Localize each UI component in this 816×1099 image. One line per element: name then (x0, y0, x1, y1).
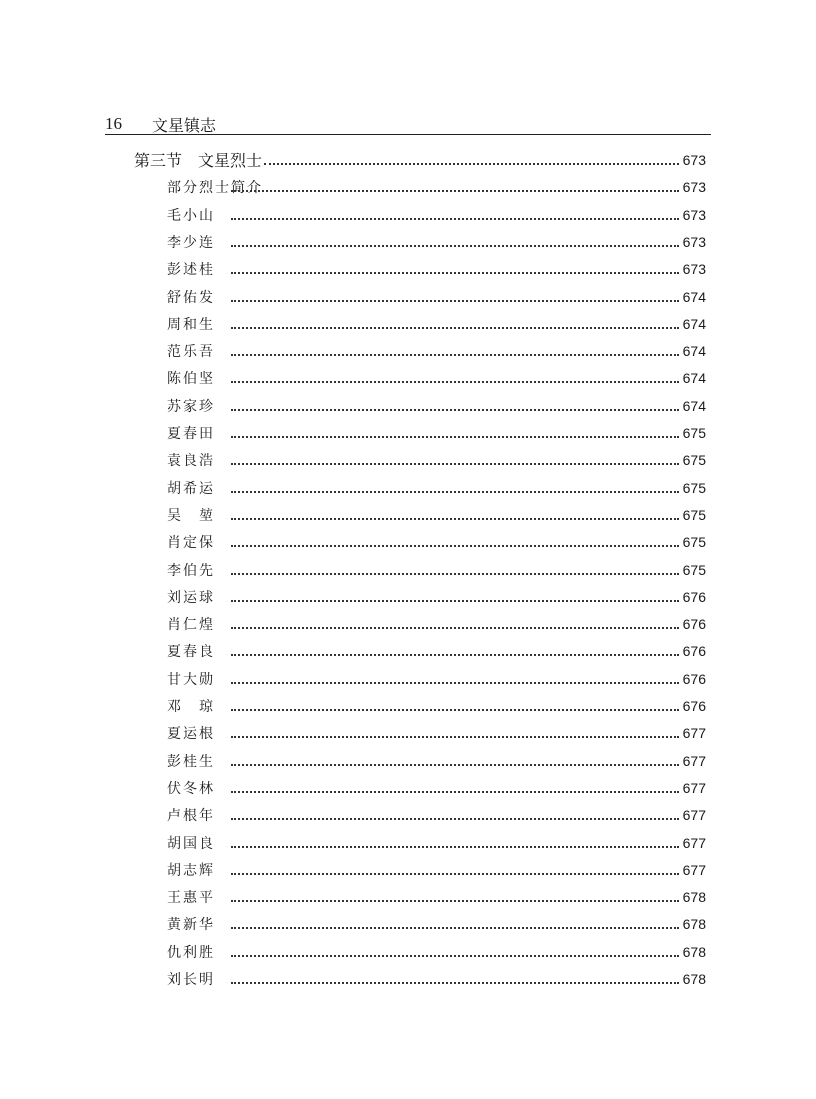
entry-page-number: 677 (682, 724, 706, 741)
entry-page-number: 675 (682, 561, 706, 578)
page-number: 16 (105, 114, 122, 133)
toc-entry-row[interactable] (167, 801, 706, 828)
dot-leader (231, 981, 679, 984)
toc-entry-row[interactable] (167, 419, 706, 446)
toc-entry-row[interactable] (167, 637, 706, 664)
dot-leader (231, 380, 679, 383)
entry-page-number: 676 (682, 588, 706, 605)
dot-leader (231, 408, 679, 411)
entry-label: 夏运根 (167, 725, 215, 742)
toc-entry-row[interactable] (167, 392, 706, 419)
entry-page-number: 675 (682, 451, 706, 468)
entry-page-number: 674 (682, 315, 706, 332)
entry-page-number: 674 (682, 397, 706, 414)
entry-page-number: 677 (682, 861, 706, 878)
entry-label: 夏春田 (167, 425, 215, 442)
entry-label: 刘运球 (167, 589, 215, 606)
dot-leader (231, 353, 679, 356)
toc-entry-row[interactable] (167, 774, 706, 801)
dot-leader (231, 490, 679, 493)
entry-label: 彭述桂 (167, 261, 215, 278)
toc-entry-row[interactable] (167, 692, 706, 719)
toc-entry-row[interactable] (167, 583, 706, 610)
entry-page-number: 674 (682, 342, 706, 359)
dot-leader (231, 763, 679, 766)
dot-leader (231, 653, 679, 656)
entry-label: 仇利胜 (167, 944, 215, 961)
dot-leader (231, 681, 679, 684)
entry-label: 苏家珍 (167, 398, 215, 415)
entry-label: 胡国良 (167, 835, 215, 852)
entry-label: 夏春良 (167, 643, 215, 660)
dot-leader (231, 954, 679, 957)
running-header (105, 110, 711, 135)
entry-page-number: 673 (682, 206, 706, 223)
entry-label: 李少连 (167, 234, 215, 251)
dot-leader (231, 872, 679, 875)
dot-leader (231, 708, 679, 711)
entry-label: 胡希运 (167, 480, 215, 497)
toc-entry-row[interactable] (167, 610, 706, 637)
entry-page-number: 673 (682, 233, 706, 250)
entry-page-number: 676 (682, 697, 706, 714)
toc-entry-row[interactable] (167, 310, 706, 337)
entry-label: 周和生 (167, 316, 215, 333)
toc-entry-row[interactable] (167, 856, 706, 883)
section-title: 第三节 文星烈士 (134, 153, 263, 170)
entry-label: 李伯先 (167, 562, 215, 579)
toc-entry-row[interactable] (167, 665, 706, 692)
entry-page-number: 678 (682, 915, 706, 932)
entry-label: 袁良浩 (167, 452, 215, 469)
entry-page-number: 674 (682, 288, 706, 305)
toc-entry-row[interactable] (167, 255, 706, 282)
dot-leader (231, 517, 679, 520)
entry-label: 舒佑发 (167, 289, 215, 306)
toc-entry-row[interactable] (167, 283, 706, 310)
toc-entry-row[interactable] (167, 556, 706, 583)
entry-label: 胡志辉 (167, 862, 215, 879)
toc-entry-row[interactable] (167, 501, 706, 528)
entry-label: 卢根年 (167, 807, 215, 824)
entry-label: 肖定保 (167, 534, 215, 551)
toc-entry-row[interactable] (167, 910, 706, 937)
entry-label: 伏冬林 (167, 780, 215, 797)
section-page-number: 673 (682, 151, 706, 168)
entry-label: 刘长明 (167, 971, 215, 988)
entry-page-number: 675 (682, 424, 706, 441)
toc-entry-row[interactable] (167, 228, 706, 255)
dot-leader (231, 572, 679, 575)
dot-leader (231, 189, 679, 192)
toc-entry-row[interactable] (167, 173, 706, 200)
dot-leader (231, 735, 679, 738)
entry-page-number: 677 (682, 834, 706, 851)
dot-leader (231, 544, 679, 547)
toc-entry-row[interactable] (167, 446, 706, 473)
dot-leader (231, 217, 679, 220)
toc-entry-row[interactable] (167, 719, 706, 746)
toc-section-row[interactable] (134, 146, 706, 173)
entry-page-number: 674 (682, 369, 706, 386)
entry-page-number: 675 (682, 479, 706, 496)
toc-entry-row[interactable] (167, 528, 706, 555)
entry-page-number: 675 (682, 533, 706, 550)
dot-leader (231, 462, 679, 465)
entry-label: 毛小山 (167, 207, 215, 224)
entry-page-number: 677 (682, 806, 706, 823)
entry-label: 吴 堃 (167, 507, 215, 524)
entry-page-number: 677 (682, 752, 706, 769)
dot-leader (231, 899, 679, 902)
entry-page-number: 676 (682, 615, 706, 632)
entry-label: 王惠平 (167, 889, 215, 906)
entry-label: 彭桂生 (167, 753, 215, 770)
entry-page-number: 677 (682, 779, 706, 796)
entry-page-number: 673 (682, 178, 706, 195)
toc-entry-row[interactable] (167, 883, 706, 910)
dot-leader (231, 626, 679, 629)
entry-page-number: 678 (682, 888, 706, 905)
entry-page-number: 678 (682, 943, 706, 960)
dot-leader (231, 271, 679, 274)
toc-entry-row[interactable] (167, 201, 706, 228)
entry-label: 肖仁煌 (167, 616, 215, 633)
entry-label: 邓 琼 (167, 698, 215, 715)
toc-entry-row[interactable] (167, 829, 706, 856)
entry-page-number: 678 (682, 970, 706, 987)
toc-entry-row[interactable] (167, 747, 706, 774)
dot-leader (231, 299, 679, 302)
dot-leader (231, 244, 679, 247)
entry-page-number: 676 (682, 670, 706, 687)
entry-label: 黄新华 (167, 916, 215, 933)
dot-leader (231, 845, 679, 848)
book-title: 文星镇志 (152, 116, 217, 135)
dot-leader (231, 790, 679, 793)
toc-entry-row[interactable] (167, 965, 706, 992)
toc-entry-row[interactable] (167, 364, 706, 391)
entry-label: 甘大勋 (167, 671, 215, 688)
dot-leader (231, 435, 679, 438)
entry-page-number: 675 (682, 506, 706, 523)
toc-entry-row[interactable] (167, 938, 706, 965)
entry-page-number: 676 (682, 642, 706, 659)
dot-leader (231, 599, 679, 602)
toc-entry-row[interactable] (167, 474, 706, 501)
dot-leader (231, 926, 679, 929)
dot-leader (231, 326, 679, 329)
entry-label: 部分烈士简介 (167, 179, 263, 196)
dot-leader (264, 162, 679, 165)
dot-leader (231, 817, 679, 820)
entry-label: 陈伯坚 (167, 370, 215, 387)
entry-label: 范乐吾 (167, 343, 215, 360)
entry-page-number: 673 (682, 260, 706, 277)
toc-entry-row[interactable] (167, 337, 706, 364)
